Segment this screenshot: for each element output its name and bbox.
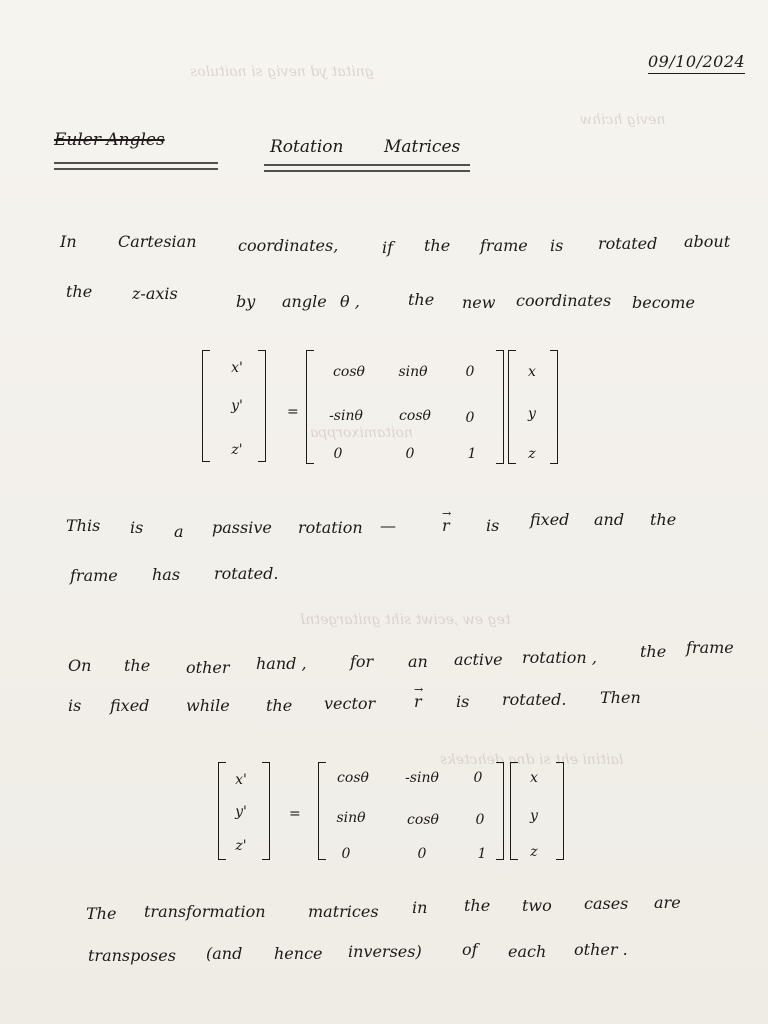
word: the (266, 696, 293, 715)
word: about (684, 232, 731, 251)
vector-r: → r (414, 683, 424, 711)
word: rotation (298, 518, 363, 537)
lhs-y-prime: y' (231, 398, 243, 414)
word: for (350, 652, 374, 671)
matrix-cell: 0 (333, 446, 343, 462)
matrix-cell: -sinθ (405, 770, 439, 786)
word: each (508, 942, 547, 961)
word: rotated (598, 234, 658, 253)
lhs-y-prime: y' (235, 804, 247, 820)
word: the (650, 510, 677, 529)
bleed-through-text: laitini eht si dna dehcteks (440, 752, 624, 768)
word: coordinates (516, 291, 612, 310)
word: two (522, 896, 552, 915)
word: frame (686, 638, 734, 657)
word: of (462, 940, 478, 959)
bracket-right (496, 762, 504, 860)
word: rotated. (214, 564, 279, 583)
word: angle (282, 292, 327, 311)
matrix-cell: cosθ (333, 364, 365, 380)
word: rotation , (522, 648, 597, 667)
word: passive (212, 518, 272, 537)
word: is (130, 518, 144, 537)
word: is (456, 692, 470, 711)
rhs-z: z (528, 446, 536, 462)
word: hand , (256, 654, 307, 673)
word: z-axis (132, 284, 178, 303)
word: and (594, 510, 625, 529)
bracket-left (508, 350, 516, 464)
matrix-cell: 0 (341, 846, 351, 862)
word: is (550, 236, 564, 255)
word: if (382, 238, 394, 257)
matrix-cell: -sinθ (329, 408, 363, 424)
word: fixed (110, 696, 150, 715)
word: hence (274, 944, 323, 963)
bleed-through-text: gnitat yd nevig si noitulos (190, 64, 374, 80)
word: inverses) (348, 942, 422, 961)
word: by (236, 292, 256, 311)
word: in (412, 898, 428, 917)
matrix-cell: 0 (417, 846, 427, 862)
bracket-left (202, 350, 210, 462)
lhs-z-prime: z' (231, 442, 243, 458)
bracket-right (550, 350, 558, 464)
bleed-through-text: noitamixorppa (310, 425, 413, 441)
equals-sign: = (287, 404, 299, 420)
rhs-y: y (528, 406, 536, 422)
word: an (408, 652, 428, 671)
word: the (424, 236, 451, 255)
matrix-cell: cosθ (399, 408, 431, 424)
page-date: 09/10/2024 (648, 52, 745, 74)
word: (and (206, 944, 243, 963)
matrix-cell: 1 (477, 846, 487, 862)
word: — (380, 516, 396, 535)
bracket-right (496, 350, 504, 464)
word: This (66, 516, 101, 535)
word: On (68, 656, 92, 675)
word: is (486, 516, 500, 535)
matrix-cell: 0 (465, 364, 475, 380)
heading-matrices: Matrices (384, 137, 461, 157)
word: the (640, 642, 667, 661)
word: are (654, 893, 681, 912)
word: active (454, 650, 503, 669)
word: transformation (144, 902, 266, 921)
word: other . (574, 940, 628, 959)
matrix-cell: 0 (465, 410, 475, 426)
word: vector (324, 694, 376, 713)
word: fixed (530, 510, 570, 529)
word: Cartesian (118, 232, 197, 251)
matrix-cell: 0 (473, 770, 483, 786)
bleed-through-text: nevig hcihw (580, 112, 666, 128)
bracket-right (258, 350, 266, 462)
word: Then (600, 688, 641, 707)
matrix-cell: 0 (405, 446, 415, 462)
rhs-x: x (528, 364, 536, 380)
heading-underlines (0, 0, 768, 200)
word: The (86, 904, 117, 923)
word: has (152, 565, 181, 584)
word: cases (584, 894, 629, 913)
matrix-cell: sinθ (336, 810, 366, 826)
matrix-cell: 1 (467, 446, 477, 462)
lhs-z-prime: z' (235, 838, 247, 854)
word: In (60, 232, 77, 251)
word: is (68, 696, 82, 715)
heading-rotation: Rotation (270, 137, 344, 157)
word: other (186, 658, 230, 677)
matrix-cell: cosθ (337, 770, 369, 786)
word: become (632, 293, 695, 312)
rhs-z: z (530, 844, 538, 860)
word: the (66, 282, 93, 301)
bracket-left (306, 350, 314, 464)
matrix-cell: sinθ (398, 364, 428, 380)
word: frame (70, 566, 118, 585)
bracket-left (510, 762, 518, 860)
vector-r: → r (442, 507, 452, 535)
word: coordinates, (238, 236, 339, 255)
word: transposes (88, 946, 176, 965)
bleed-through-text: teg ew ,eciwt siht gnitargetnI (300, 612, 511, 628)
word: rotated. (502, 690, 567, 709)
equals-sign: = (289, 806, 301, 822)
rhs-x: x (530, 770, 538, 786)
word: θ , (340, 292, 360, 311)
matrix-cell: cosθ (407, 812, 439, 828)
word: a (174, 522, 184, 541)
struck-heading: Euler Angles (54, 130, 165, 150)
lhs-x-prime: x' (231, 360, 243, 376)
word: frame (480, 236, 528, 255)
word: matrices (308, 902, 379, 921)
bracket-right (262, 762, 270, 860)
word: while (186, 696, 230, 715)
word: the (464, 896, 491, 915)
matrix-cell: 0 (475, 812, 485, 828)
lhs-x-prime: x' (235, 772, 247, 788)
bracket-left (218, 762, 226, 860)
word: the (124, 656, 151, 675)
rhs-y: y (530, 808, 538, 824)
bracket-right (556, 762, 564, 860)
word: new (462, 293, 496, 312)
word: the (408, 290, 435, 309)
